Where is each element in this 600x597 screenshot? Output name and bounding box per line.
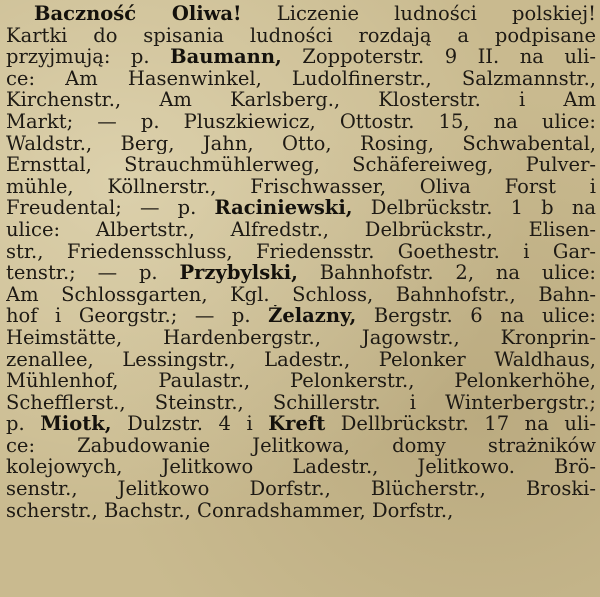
article-body [6,3,596,521]
text-segment: Waldstr., Berg, Jahn, Otto, Rosing, Schwabental, [6,132,596,155]
text-segment: Markt; — p. Pluszkiewicz, Ottostr. 15, na ulice: [6,110,596,133]
text-segment: ulice: Albertstr., Alfredstr., Delbrückstr., Elisen- [6,218,596,241]
article-text-line [6,262,596,284]
text-segment: Kirchenstr., Am Karlsberg., Klosterstr. i Am [6,89,596,111]
article-text-line [6,456,596,478]
article-text-line [6,413,596,435]
person-name: Przybylski, [179,262,298,284]
article-text-line [6,478,596,500]
article-text-line [6,327,596,349]
text-segment: Heimstätte, Hardenbergstr., Jagowstr., Kronprin- [6,326,596,349]
article-text-line [6,176,596,198]
text-segment: Freudental; — p. [6,197,215,219]
article-text-line [6,68,596,90]
article-text-line [6,25,596,47]
article-text-line [6,241,596,263]
article-text-line [6,46,596,68]
article-text-line [6,133,596,155]
article-text-line [6,154,596,176]
text-segment: Liczenie ludności polskiej! [241,3,596,25]
article-headline-line [6,3,596,25]
text-segment: Bergstr. 6 na ulice: [356,305,596,327]
text-segment: Kartki do spisania ludności rozdają a podpisane [6,24,596,47]
person-name: Kreft [268,413,326,435]
text-segment: Zoppoterstr. 9 II. na uli- [281,46,596,68]
article-text-line [6,500,596,522]
person-name: Miotk, [40,413,112,435]
text-segment: Delbrückstr. 1 b na [352,197,596,219]
article-heading: Baczność Oliwa! [34,3,242,25]
text-segment: Dellbrückstr. 17 na uli- [325,413,596,435]
text-segment: ce: Am Hasenwinkel, Ludolfinerstr., Salzmannstr., [6,67,596,90]
article-text-line [6,89,596,111]
text-segment: scherstr., Bachstr., Conradshammer, Dorfstr., [6,499,454,522]
text-segment: str., Friedensschluss, Friedensstr. Goethestr. i Gar- [6,240,596,263]
article-text-line [6,219,596,241]
article-text-line [6,111,596,133]
article-text-line [6,370,596,392]
text-segment: kolejowych, Jelitkowo Ladestr., Jelitkowo. Brö- [6,456,596,479]
article-text-line [6,392,596,414]
text-segment: mühle, Köllnerstr., Frischwasser, Oliva Forst i [6,175,596,198]
person-name: Raciniewski, [214,197,353,219]
text-segment: zenallee, Lessingstr., Ladestr., Pelonker Waldhaus, [6,348,596,371]
article-text-line [6,305,596,327]
text-segment: hof i Georgstr.; — p. [6,305,269,327]
text-segment: tenstr.; — p. [6,262,180,284]
text-segment: przyjmują: p. [6,46,171,68]
article-text-line [6,435,596,457]
person-name: Żelazny, [268,305,357,327]
text-segment: Mühlenhof, Paulastr., Pelonkerstr., Pelonkerhöhe, [6,370,596,392]
article-text-line [6,349,596,371]
text-segment: senstr., Jelitkowo Dorfstr., Blücherstr., Broski- [6,478,596,500]
text-segment: p. [6,413,41,435]
text-segment: ce: Zabudowanie Jelitkowa, domy strażników [6,434,596,457]
article-text-line [6,284,596,306]
article-text-line [6,197,596,219]
text-segment: Bahnhofstr. 2, na ulice: [297,262,596,284]
text-segment: Schefflerst., Steinstr., Schillerstr. i Winterbergstr.; [6,391,596,414]
person-name: Baumann, [170,46,282,68]
text-segment: Am Schlossgarten, Kgl. Schloss, Bahnhofstr., Bahn- [6,283,596,306]
text-segment: Ernsttal, Strauchmühlerweg, Schäfereiweg, Pulver- [6,154,596,176]
text-segment: Dulzstr. 4 i [111,413,269,435]
